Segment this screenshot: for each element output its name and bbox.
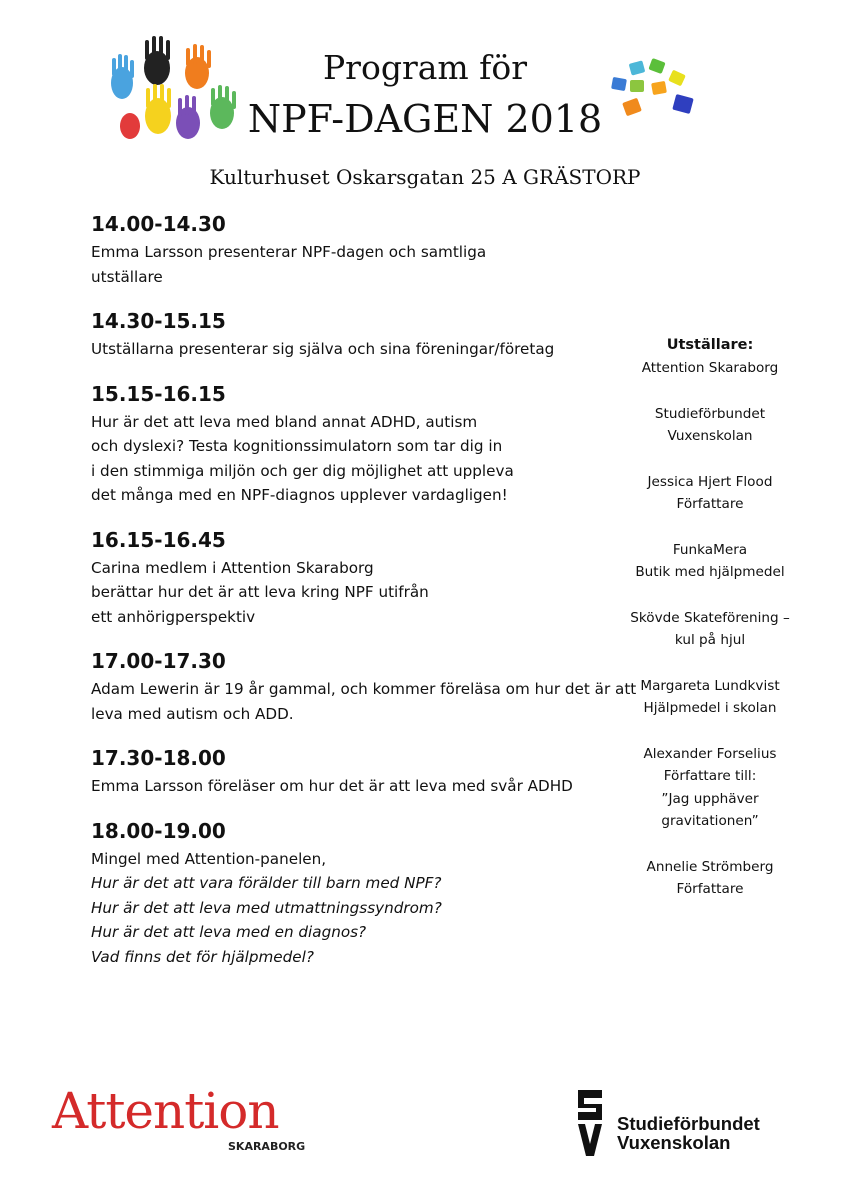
sv-emblem-icon [572, 1086, 612, 1158]
schedule-description-line: Adam Lewerin är 19 år gammal, och kommer föreläsa om hur det är att [91, 680, 637, 698]
attention-logo-subtitle: SKARABORG [228, 1140, 306, 1153]
schedule-description-line: berättar hur det är att leva kring NPF utifrån [91, 583, 429, 601]
exhibitor-entry [620, 607, 800, 652]
schedule-description-line: utställare [91, 267, 163, 286]
schedule-description-line: Hur är det att leva med utmattningssyndrom? [91, 898, 442, 917]
exhibitor-entry [620, 471, 800, 516]
schedule-description-line: Emma Larsson föreläser om hur det är att leva med svår ADHD [91, 777, 573, 795]
schedule-time: 18.00-19.00 [91, 818, 226, 843]
schedule-description-line: Emma Larsson presenterar NPF-dagen och samtliga [91, 243, 487, 261]
schedule-time: 15.15-16.15 [91, 381, 226, 406]
exhibitor-entry [620, 403, 800, 448]
exhibitor-line: FunkaMera [672, 541, 748, 558]
exhibitor-entry [620, 743, 800, 833]
schedule-item [91, 382, 611, 508]
sv-logo-line1: Studieförbundet [617, 1113, 760, 1134]
exhibitor-entry [620, 856, 800, 901]
exhibitor-line: Författare [676, 496, 744, 512]
schedule-description-line: och dyslexi? Testa kognitionssimulatorn som tar dig in [91, 437, 503, 455]
schedule-time: 14.30-15.15 [91, 309, 226, 333]
exhibitors-heading: Utställare: [666, 337, 754, 353]
program-title-line1: Program för [322, 48, 528, 87]
studieforbundet-logo [572, 1086, 812, 1158]
schedule-item [91, 212, 611, 289]
exhibitor-line: Vuxenskolan [667, 428, 753, 444]
exhibitor-line: Författare [676, 881, 744, 897]
exhibitor-line: Margareta Lundkvist [640, 677, 780, 694]
exhibitor-line: Hjälpmedel i skolan [643, 700, 777, 716]
schedule-description-line: Hur är det att vara förälder till barn med NPF? [91, 874, 442, 892]
exhibitor-line: ”Jag upphäver [661, 790, 759, 807]
exhibitors-column [620, 337, 800, 924]
program-title-line2: NPF-DAGEN 2018 [247, 97, 603, 141]
exhibitor-entry [620, 357, 800, 380]
schedule-description-line: Vad finns det för hjälpmedel? [91, 947, 314, 966]
exhibitor-entry [620, 675, 800, 720]
schedule-description-line: i den stimmiga miljön och ger dig möjlighet att uppleva [91, 461, 514, 480]
schedule-time: 16.15-16.45 [91, 527, 226, 552]
exhibitor-line: Författare till: [663, 768, 757, 784]
schedule-description-line: ett anhörigperspektiv [91, 607, 256, 626]
schedule-item [91, 528, 611, 630]
schedule-item [91, 819, 611, 970]
exhibitor-line: gravitationen” [661, 813, 759, 829]
schedule-description-line: Mingel med Attention-panelen, [91, 849, 327, 868]
exhibitor-line: Annelie Strömberg [646, 858, 774, 875]
schedule-description-line: Hur är det att leva med bland annat ADHD, autism [91, 412, 478, 431]
schedule-item [91, 746, 611, 799]
attention-logo [52, 1082, 312, 1153]
schedule-item [91, 649, 637, 726]
schedule-item [91, 309, 611, 362]
schedule-time: 14.00-14.30 [91, 212, 226, 236]
schedule-description-line: Utställarna presenterar sig själva och sina föreningar/företag [91, 340, 555, 358]
venue-address: Kulturhuset Oskarsgatan 25 A GRÄSTORP [209, 165, 641, 189]
exhibitor-line: kul på hjul [674, 632, 746, 648]
attention-logo-name: Attention [52, 1082, 279, 1140]
schedule-description-line: Hur är det att leva med en diagnos? [91, 923, 367, 941]
schedule-description-line: det många med en NPF-diagnos upplever vardagligen! [91, 486, 508, 504]
exhibitor-line: Butik med hjälpmedel [635, 564, 785, 580]
exhibitor-line: Studieförbundet [654, 405, 766, 422]
exhibitor-entry [620, 539, 800, 584]
exhibitor-line: Attention Skaraborg [641, 360, 779, 376]
schedule-time: 17.30-18.00 [91, 746, 226, 770]
sv-logo-line2: Vuxenskolan [617, 1132, 731, 1153]
schedule-description-line: Carina medlem i Attention Skaraborg [91, 558, 374, 577]
schedule-description-line: leva med autism och ADD. [91, 704, 294, 723]
schedule-time: 17.00-17.30 [91, 649, 226, 673]
schedule-list [91, 212, 637, 989]
exhibitor-line: Jessica Hjert Flood [647, 473, 773, 490]
exhibitor-line: Alexander Forselius [643, 745, 777, 762]
exhibitor-line: Skövde Skateförening – [630, 609, 790, 626]
